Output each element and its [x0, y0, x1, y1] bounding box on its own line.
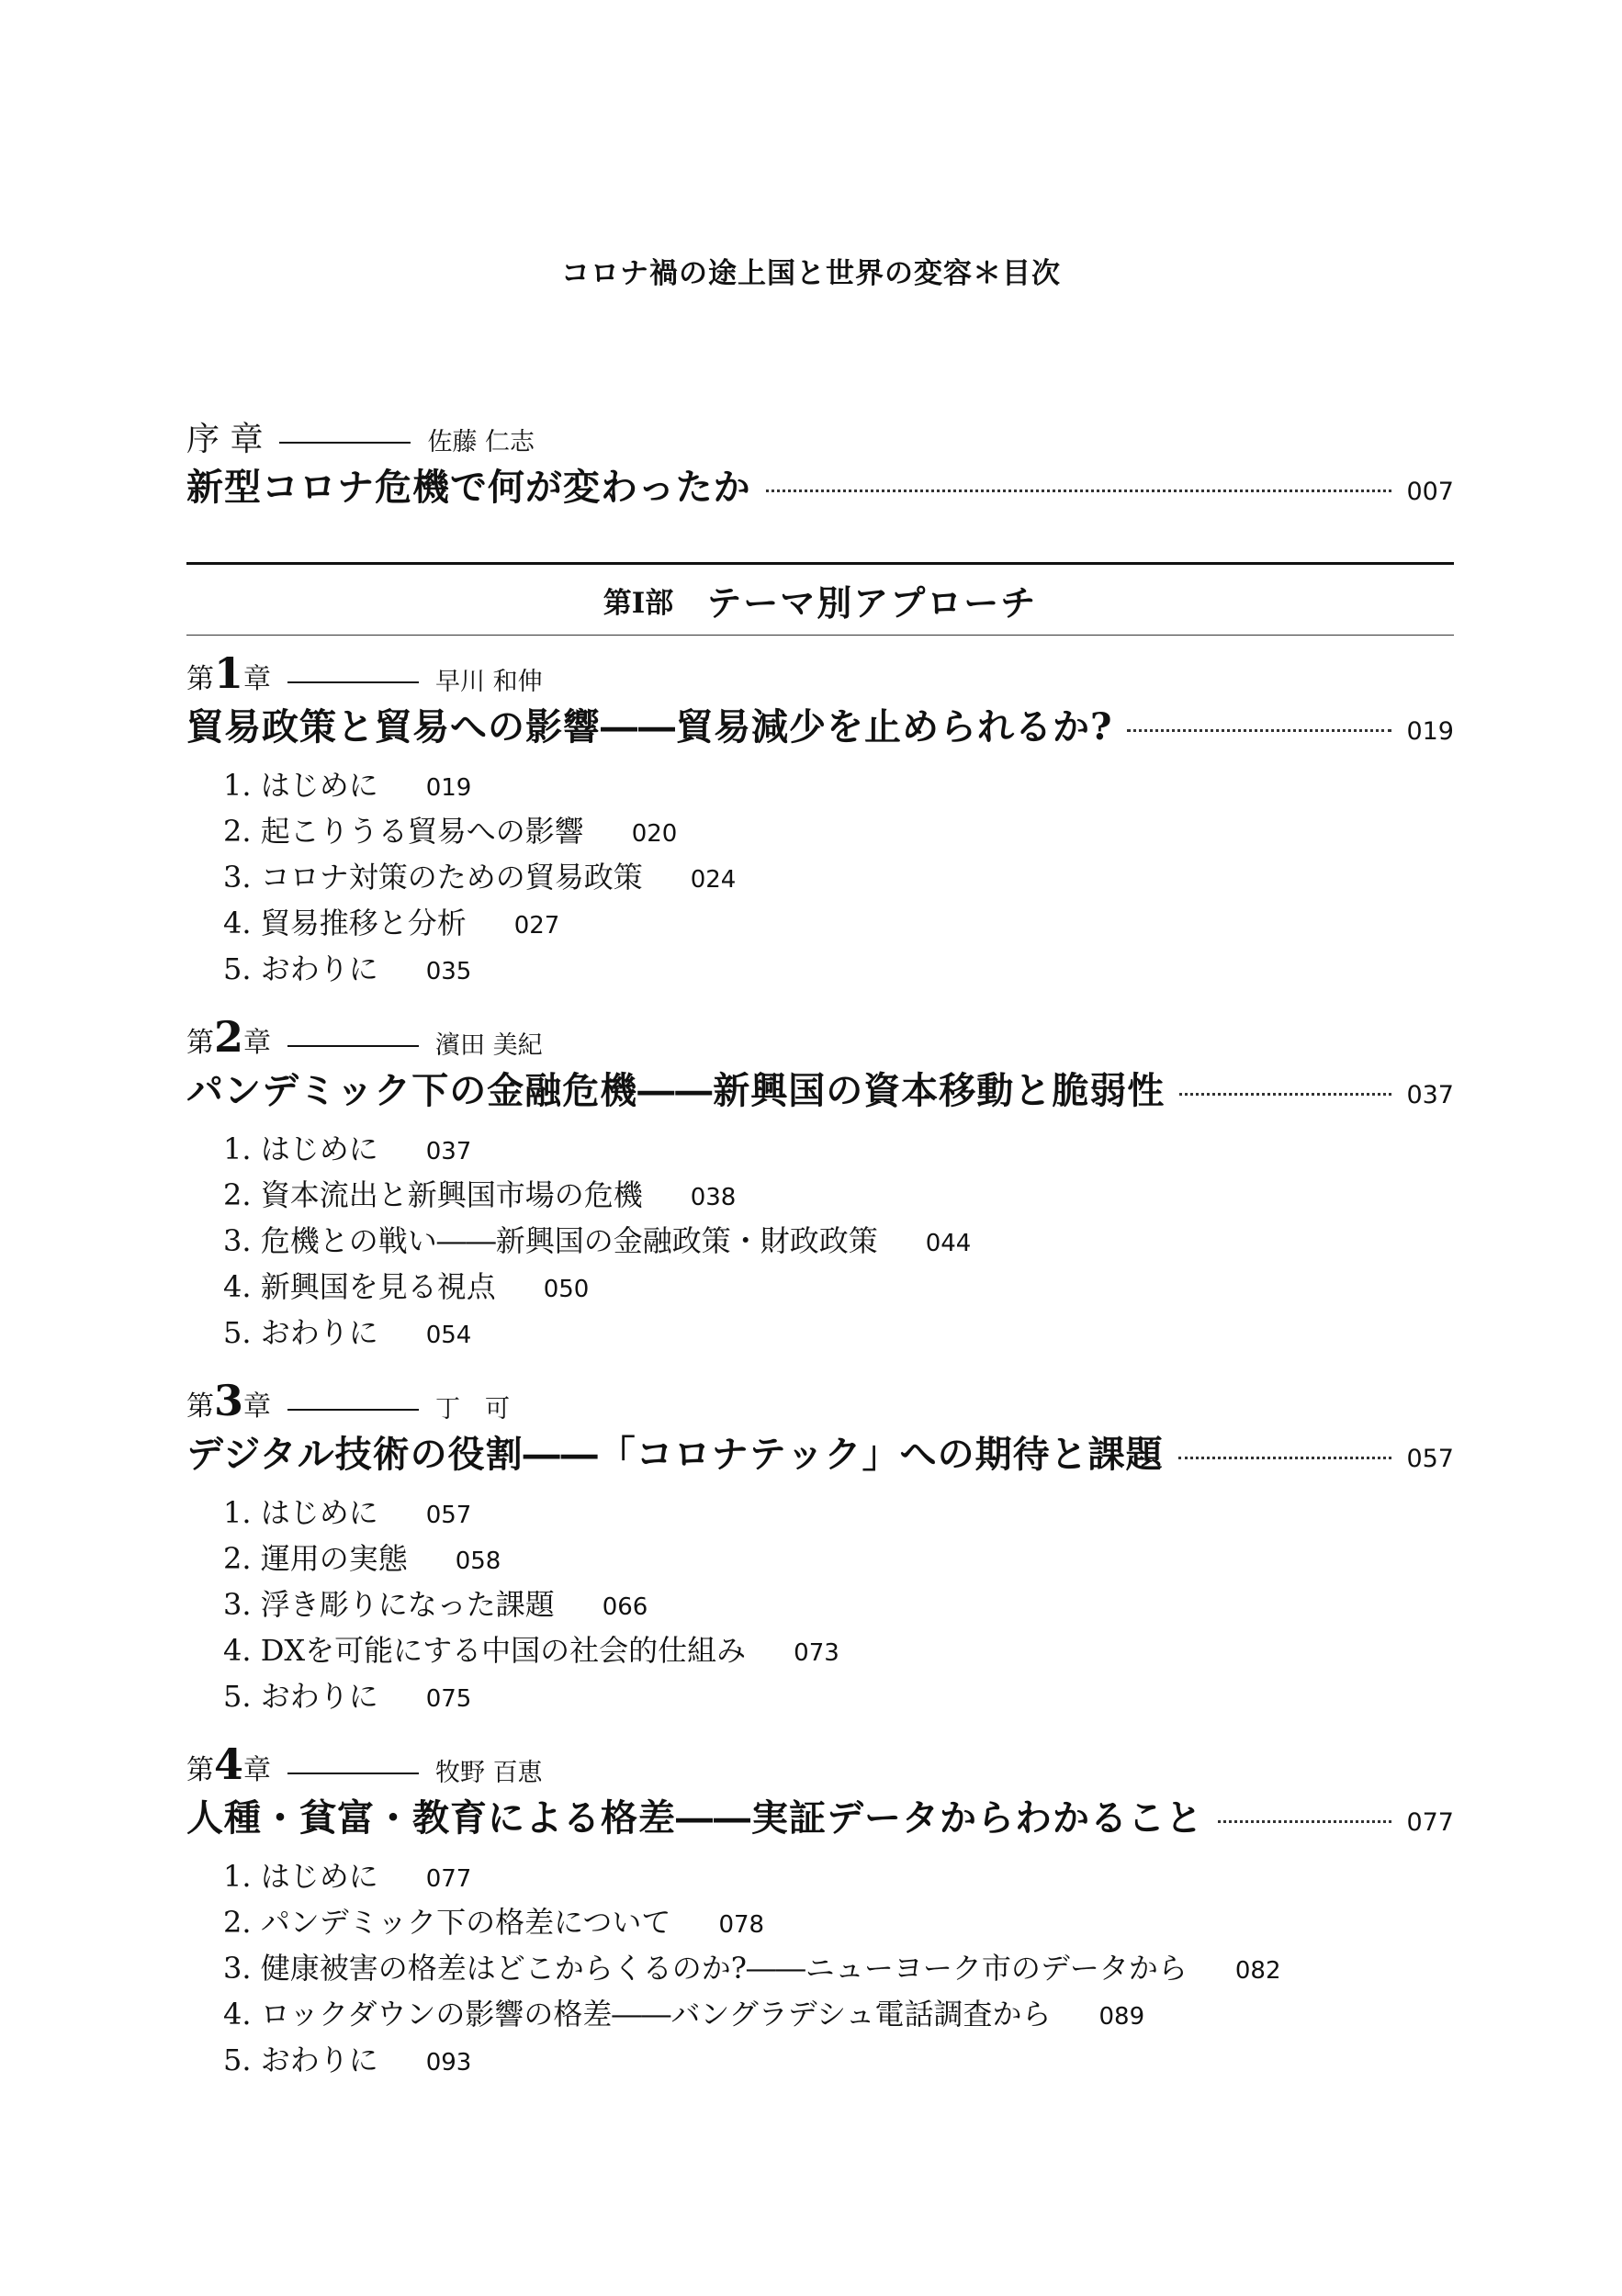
leader-dots: [1179, 1093, 1391, 1096]
chapter-suffix: 章: [243, 1390, 272, 1423]
section-title: 2. パンデミック下の格差について: [223, 1905, 671, 1940]
chapter-author: 早川 和伸: [435, 668, 543, 696]
section-item[interactable]: [223, 1310, 1454, 1356]
section-page: 044: [925, 1230, 972, 1257]
chapter-entry: [186, 1739, 1454, 2083]
author-rule: [287, 1409, 419, 1411]
chapter-label: [186, 1012, 272, 1062]
intro-entry: [186, 418, 1454, 515]
author-rule: [287, 681, 419, 683]
section-item[interactable]: [223, 2037, 1454, 2083]
section-item[interactable]: [223, 1172, 1454, 1218]
section-item[interactable]: [223, 900, 1454, 946]
author-rule: [279, 442, 411, 444]
chapter-suffix: 章: [243, 1027, 272, 1059]
section-title: 4. 貿易推移と分析: [223, 906, 467, 940]
section-item[interactable]: [223, 1945, 1454, 1991]
intro-label: 序 章: [186, 421, 264, 458]
section-item[interactable]: [223, 762, 1454, 808]
section-list: [223, 1126, 1454, 1356]
section-title: 5. おわりに: [223, 1679, 378, 1714]
section-title: 4. 新興国を見る視点: [223, 1269, 496, 1304]
section-page: 078: [718, 1911, 765, 1939]
section-title: 4. ロックダウンの影響の格差――バングラデシュ電話調査から: [223, 1997, 1052, 2032]
section-list: [223, 1490, 1454, 1719]
chapter-label: [186, 1376, 272, 1425]
chapter-page: 057: [1406, 1445, 1454, 1473]
section-title: 2. 起こりうる貿易への影響: [223, 814, 584, 849]
section-page: 075: [425, 1685, 472, 1713]
section-page: 058: [455, 1548, 501, 1575]
chapter-suffix: 章: [243, 1754, 272, 1786]
section-item[interactable]: [223, 1126, 1454, 1172]
chapter-label: [186, 648, 272, 698]
part-rule-bottom: [186, 635, 1454, 636]
chapter-title: 人種・貧富・教育による格差――実証データからわかること: [186, 1796, 1203, 1840]
chapter-page: 037: [1406, 1081, 1454, 1109]
chapter-author-line: [186, 1739, 1454, 1789]
section-page: 019: [425, 774, 472, 802]
section-item[interactable]: [223, 1627, 1454, 1673]
chapter-number: 4: [214, 1739, 244, 1789]
section-item[interactable]: [223, 854, 1454, 900]
chapter-author: 濱田 美紀: [435, 1031, 543, 1060]
chapter-title: デジタル技術の役割――「コロナテック」への期待と課題: [186, 1433, 1164, 1476]
chapter-entry: [186, 1376, 1454, 1719]
chapter-page: 077: [1406, 1808, 1454, 1837]
section-title: 1. はじめに: [223, 1131, 378, 1166]
section-title: 3. 浮き彫りになった課題: [223, 1587, 555, 1622]
leader-dots: [766, 490, 1392, 492]
section-page: 038: [690, 1184, 737, 1211]
section-item[interactable]: [223, 1581, 1454, 1627]
section-page: 054: [425, 1322, 472, 1349]
chapter-title-line[interactable]: [186, 1789, 1454, 1846]
section-item[interactable]: [223, 1899, 1454, 1945]
chapter-number: 2: [214, 1012, 244, 1062]
section-list: [223, 762, 1454, 992]
author-rule: [287, 1045, 419, 1047]
section-title: 1. はじめに: [223, 1859, 378, 1894]
intro-author-line: [186, 418, 1454, 458]
intro-title-line[interactable]: [186, 458, 1454, 515]
chapter-title: パンデミック下の金融危機――新興国の資本移動と脆弱性: [186, 1069, 1166, 1112]
section-page: 073: [794, 1639, 839, 1667]
section-title: 1. はじめに: [223, 1495, 378, 1530]
chapter-author: 牧野 百恵: [435, 1759, 543, 1787]
section-item[interactable]: [223, 1490, 1454, 1536]
book-title: コロナ禍の途上国と世界の変容＊目次: [561, 257, 1061, 290]
part-header: [186, 565, 1454, 635]
chapter-author: 丁 可: [435, 1395, 511, 1424]
part-title: テーマ別アプローチ: [706, 581, 1038, 624]
leader-dots: [1178, 1457, 1392, 1459]
chapter-author-line: [186, 1376, 1454, 1425]
section-list: [223, 1853, 1454, 2083]
section-item[interactable]: [223, 1536, 1454, 1581]
section-page: 050: [543, 1276, 590, 1303]
section-item[interactable]: [223, 946, 1454, 992]
chapter-prefix: 第: [186, 1390, 214, 1423]
section-title: 3. 健康被害の格差はどこからくるのか?――ニューヨーク市のデータから: [223, 1951, 1188, 1986]
section-item[interactable]: [223, 1991, 1454, 2037]
chapter-title-line[interactable]: [186, 1062, 1454, 1119]
chapter-suffix: 章: [243, 663, 272, 695]
chapter-title-line[interactable]: [186, 698, 1454, 755]
chapter-prefix: 第: [186, 1027, 214, 1059]
section-title: 1. はじめに: [223, 768, 378, 803]
section-title: 3. コロナ対策のための貿易政策: [223, 860, 643, 895]
section-title: 2. 運用の実態: [223, 1541, 408, 1576]
chapter-label: [186, 1739, 272, 1789]
section-page: 035: [425, 958, 472, 985]
section-page: 089: [1098, 2003, 1145, 2031]
section-page: 077: [425, 1865, 472, 1893]
chapter-prefix: 第: [186, 1754, 214, 1786]
intro-page: 007: [1406, 478, 1454, 506]
section-item[interactable]: [223, 1218, 1454, 1264]
chapter-entry: [186, 648, 1454, 992]
chapter-number: 3: [214, 1376, 244, 1425]
section-page: 020: [631, 820, 678, 848]
chapter-prefix: 第: [186, 663, 214, 695]
chapter-page: 019: [1406, 717, 1454, 746]
section-page: 024: [690, 866, 737, 894]
section-page: 066: [602, 1593, 648, 1621]
leader-dots: [1218, 1820, 1391, 1823]
section-title: 3. 危機との戦い――新興国の金融政策・財政政策: [223, 1223, 878, 1258]
section-page: 057: [425, 1502, 472, 1529]
section-item[interactable]: [223, 1673, 1454, 1719]
section-title: 2. 資本流出と新興国市場の危機: [223, 1177, 643, 1212]
section-title: 5. おわりに: [223, 1315, 378, 1350]
chapter-title: 貿易政策と貿易への影響――貿易減少を止められるか?: [186, 705, 1113, 748]
leader-dots: [1127, 729, 1391, 732]
section-item[interactable]: [223, 1853, 1454, 1899]
section-title: 5. おわりに: [223, 951, 378, 986]
part-label: 第Ⅰ部: [603, 586, 674, 620]
section-page: 027: [513, 912, 560, 940]
chapter-title-line[interactable]: [186, 1425, 1454, 1482]
section-page: 037: [425, 1138, 472, 1165]
chapter-entry: [186, 1012, 1454, 1356]
section-item[interactable]: [223, 808, 1454, 854]
chapter-number: 1: [214, 648, 244, 698]
section-page: 082: [1234, 1957, 1281, 1985]
author-rule: [287, 1773, 419, 1774]
intro-author: 佐藤 仁志: [427, 428, 535, 456]
chapter-author-line: [186, 1012, 1454, 1062]
chapter-author-line: [186, 648, 1454, 698]
section-title: 4. DXを可能にする中国の社会的仕組み: [223, 1633, 747, 1668]
section-item[interactable]: [223, 1264, 1454, 1310]
section-title: 5. おわりに: [223, 2043, 378, 2077]
section-page: 093: [425, 2049, 472, 2077]
intro-title: 新型コロナ危機で何が変わったか: [186, 466, 751, 509]
part-header-block: [186, 562, 1454, 636]
